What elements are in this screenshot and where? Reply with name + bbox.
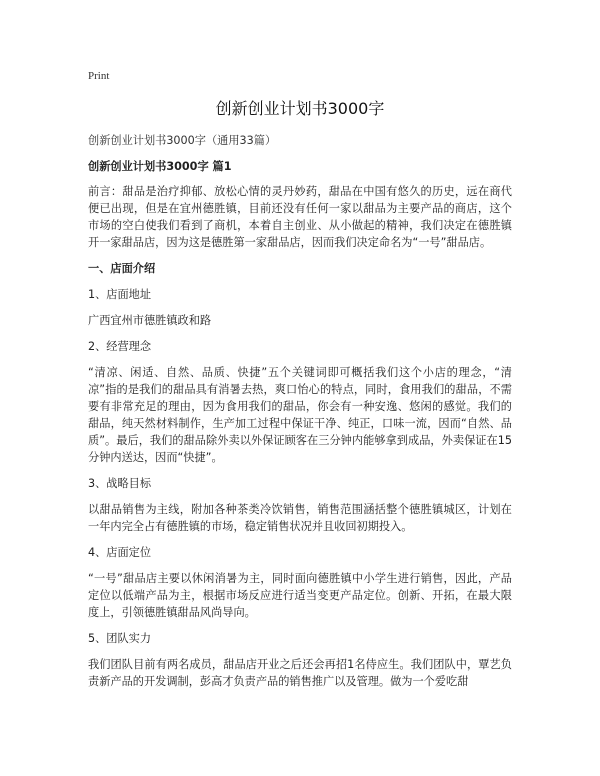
subsection-heading: 1、店面地址 bbox=[88, 288, 152, 301]
paragraph: 以甜品销售为主线，附加各种茶类冷饮销售，销售范围涵括整个德胜镇城区，计划在一年内完全占有德胜镇的市场，稳定销售状况并且收回初期投入。 bbox=[88, 503, 512, 533]
subsection-heading: 2、经营理念 bbox=[88, 340, 152, 353]
paragraph-preface: 前言：甜品是治疗抑郁、放松心情的灵丹妙药，甜品在中国有悠久的历史，远在商代便已出现，但是在宜州德胜镇，目前还没有任何一家以甜品为主要产品的商店，这个市场的空白使我们看到了商机，本着自主创业、从小做起的精神，我们决定在德胜镇开一家甜品店，因为这是德胜第一家甜品店，因而我们决定命名为“一号”甜品店。 bbox=[88, 185, 512, 249]
subsection-heading: 4、店面定位 bbox=[88, 546, 152, 559]
paragraph: “一号”甜品店主要以休闲消暑为主，同时面向德胜镇中小学生进行销售，因此，产品定位以低端产品为主，根据市场反应进行适当变更产品定位。创新、开拓，在最大限度上，引领德胜镇甜品风尚导向。 bbox=[88, 572, 512, 619]
document-subtitle: 创新创业计划书3000字（通用33篇） bbox=[88, 134, 277, 147]
subsection-heading: 5、团队实力 bbox=[88, 632, 152, 645]
page-title: 创新创业计划书3000字 bbox=[215, 99, 385, 118]
paragraph: 广西宜州市德胜镇政和路 bbox=[88, 314, 212, 327]
paragraph: 我们团队目前有两名成员，甜品店开业之后还会再招1名侍应生。我们团队中，覃艺负责新产品的开发调制，彭高才负责产品的销售推广以及管理。做为一个爱吃甜 bbox=[88, 658, 512, 688]
subsection-heading: 3、战略目标 bbox=[88, 477, 152, 490]
chapter-heading: 创新创业计划书3000字 篇1 bbox=[88, 160, 232, 173]
section-heading: 一、店面介绍 bbox=[88, 262, 156, 275]
document-body bbox=[88, 132, 512, 699]
paragraph: “清凉、闲适、自然、品质、快捷”五个关键词即可概括我们这个小店的理念，“清凉”指的是我们的甜品具有消暑去热，爽口怡心的特点，同时，食用我们的甜品，不需要有非常充足的理由，因为食用我们的甜品，你会有一种安逸、悠闲的感觉。我们的甜品，纯天然材料制作，生产加工过程中保证干净、纯正，口味一流，因而“自然、品质”。最后，我们的甜品除外卖以外保证顾客在三分钟内能够拿到成品，外卖保证在15分钟内送达，因而“快捷”。 bbox=[88, 366, 512, 464]
print-label[interactable]: Print bbox=[88, 70, 110, 82]
